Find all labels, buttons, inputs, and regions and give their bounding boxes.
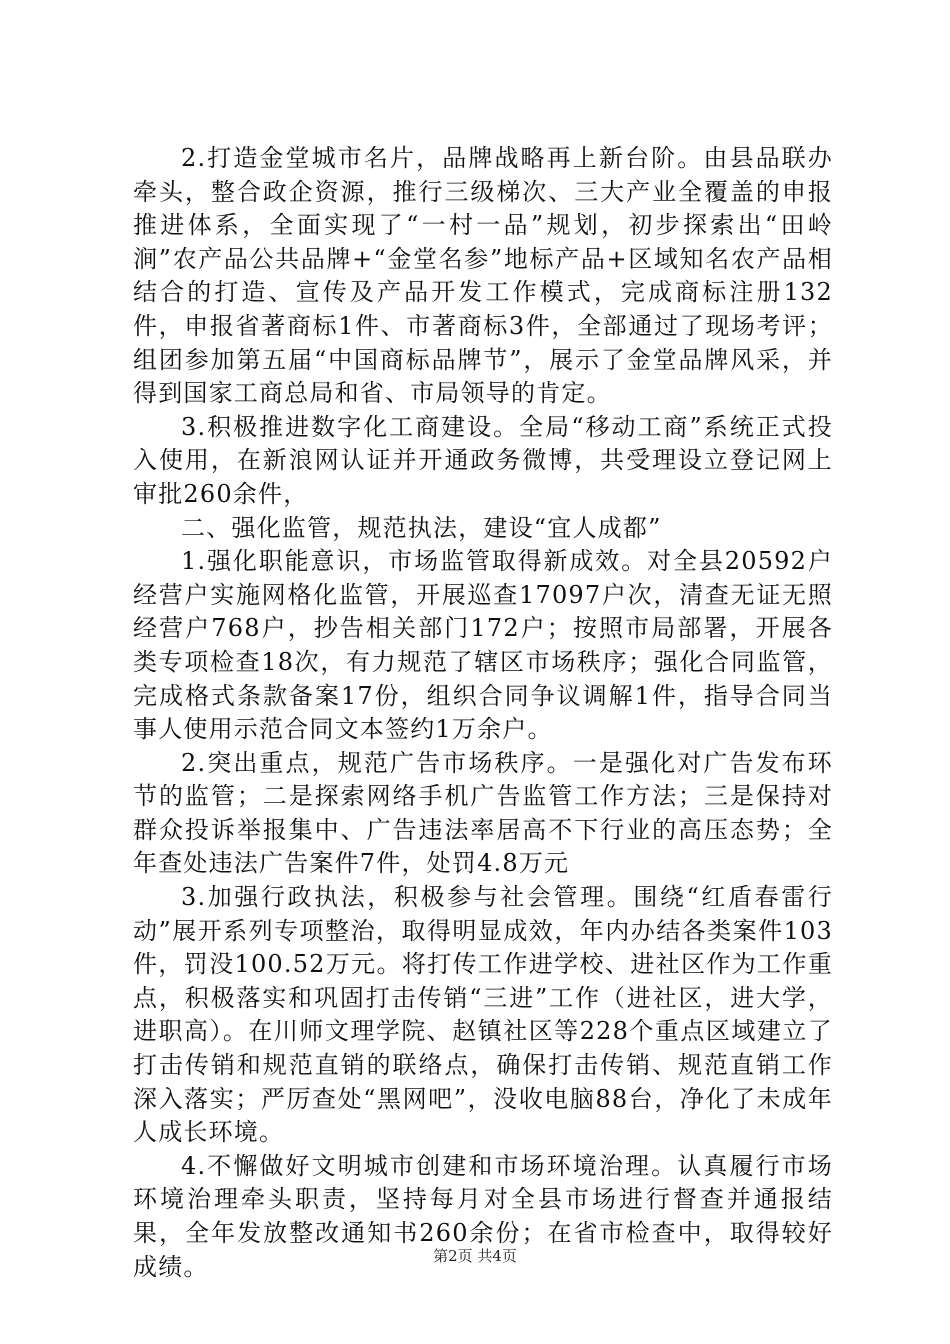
paragraph-digital-construction: 3.积极推进数字化工商建设。全局“移动工商”系统正式投入使用，在新浪网认证并开通政务微博，共受理设立登记网上审批260余件， xyxy=(133,412,833,508)
page-number-footer: 第2页 共4页 xyxy=(433,1247,517,1265)
paragraph-brand-strategy: 2.打造金堂城市名片，品牌战略再上新台阶。由县品联办牵头，整合政企资源，推行三级梯次、三大产业全覆盖的申报推进体系，全面实现了“一村一品”规划，初步探索出“田岭涧”农产品公共品牌+“金堂名参”地标产品+区域知名农产品相结合的打造、宣传及产品开发工作模式，完成商标注册132件，申报省著商标1件、市著商标3件，全部通过了现场考评；组团参加第五届“中国商标品牌节”，展示了金堂品牌风采，并得到国家工商总局和省、市局领导的肯定。 xyxy=(133,144,833,408)
section-heading-supervision: 二、强化监管，规范执法，建设“宜人成都” xyxy=(181,513,662,542)
paragraph-civilized-city: 4.不懈做好文明城市创建和市场环境治理。认真履行市场环境治理牵头职责，坚持每月对全县市场进行督查并通报结果，全年发放整改通知书260余份；在省市检查中，取得较好成绩。 xyxy=(133,1151,833,1281)
paragraph-advertising-order: 2.突出重点，规范广告市场秩序。一是强化对广告发布环节的监管；二是探索网络手机广告监管工作方法；三是保持对群众投诉举报集中、广告违法率居高不下行业的高压态势；全年查处违法广告案件7件，处罚4.8万元 xyxy=(133,748,833,878)
document-body xyxy=(133,142,833,1284)
paragraph-market-supervision: 1.强化职能意识，市场监管取得新成效。对全县20592户经营户实施网格化监管，开展巡查17097户次，清查无证无照经营户768户，抄告相关部门172户；按照市局部署，开展各类专项检查18次，有力规范了辖区市场秩序；强化合同监管，完成格式条款备案17份，组织合同争议调解1件，指导合同当事人使用示范合同文本签约1万余户。 xyxy=(133,547,833,744)
paragraph-law-enforcement: 3.加强行政执法，积极参与社会管理。围绕“红盾春雷行动”展开系列专项整治，取得明显成效，年内办结各类案件103件，罚没100.52万元。将打传工作进学校、进社区作为工作重点，积极落实和巩固打击传销“三进”工作（进社区，进大学，进职高）。在川师文理学院、赵镇社区等228个重点区域建立了打击传销和规范直销的联络点，确保打击传销、规范直销工作深入落实；严厉查处“黑网吧”，没收电脑88台，净化了未成年人成长环境。 xyxy=(133,883,833,1147)
